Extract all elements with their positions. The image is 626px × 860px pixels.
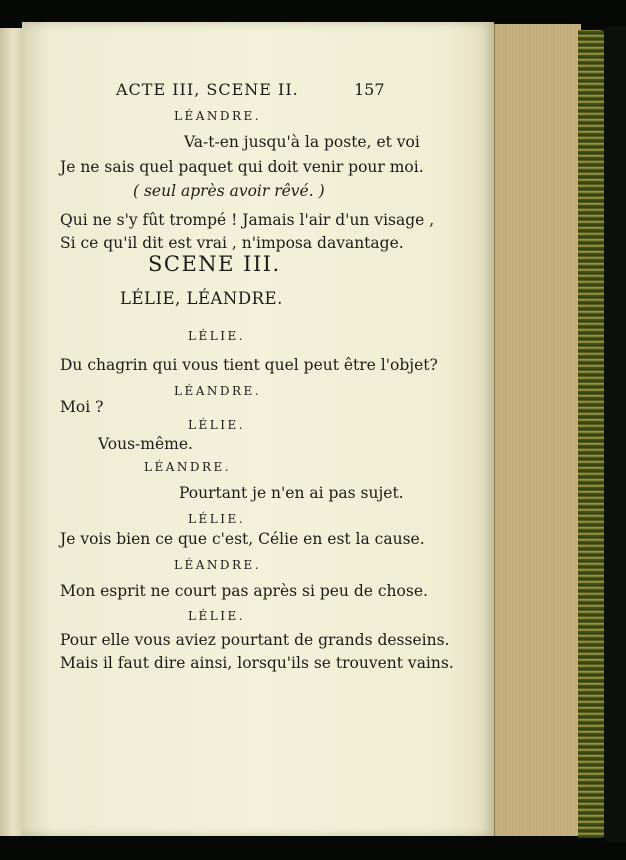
verse-line: Mais il faut dire ainsi, lorsqu'ils se trouvent vains. <box>60 654 454 672</box>
verse-line: Je vois bien ce que c'est, Célie en est la cause. <box>60 530 425 548</box>
stage-direction: ( seul après avoir rêvé. ) <box>133 182 325 200</box>
speaker-label: LÉANDRE. <box>144 460 232 474</box>
verse-line: Vous-même. <box>98 435 193 453</box>
book-page <box>22 22 494 836</box>
facing-page-edge <box>0 28 23 836</box>
verse-line: Du chagrin qui vous tient quel peut être l'objet? <box>60 356 438 374</box>
speaker-label: LÉLIE. <box>188 329 246 343</box>
running-header-title: ACTE III, SCENE II. <box>116 80 299 99</box>
verse-line: Va-t-en jusqu'à la poste, et voi <box>184 133 420 151</box>
speaker-label: LÉLIE. <box>188 609 246 623</box>
page-number: 157 <box>354 80 385 99</box>
background-shadow <box>604 26 626 842</box>
verse-line: Je ne sais quel paquet qui doit venir pour moi. <box>60 158 424 176</box>
verse-line: Mon esprit ne court pas après si peu de chose. <box>60 582 428 600</box>
speaker-label: LÉANDRE. <box>174 109 262 123</box>
verse-line: Pour elle vous aviez pourtant de grands desseins. <box>60 631 450 649</box>
scene-cast: LÉLIE, LÉANDRE. <box>120 289 283 308</box>
speaker-label: LÉANDRE. <box>174 558 262 572</box>
speaker-label: LÉLIE. <box>188 512 246 526</box>
speaker-label: LÉLIE. <box>188 418 246 432</box>
speaker-label: LÉANDRE. <box>174 384 262 398</box>
verse-line: Moi ? <box>60 398 104 416</box>
verse-line: Pourtant je n'en ai pas sujet. <box>179 484 404 502</box>
book-cover-edge <box>578 30 606 838</box>
page-edges-stack <box>494 24 581 836</box>
verse-line: Qui ne s'y fût trompé ! Jamais l'air d'un visage , <box>60 211 435 229</box>
scene-title: SCENE III. <box>148 252 281 276</box>
verse-line: Si ce qu'il dit est vrai , n'imposa davantage. <box>60 234 404 252</box>
